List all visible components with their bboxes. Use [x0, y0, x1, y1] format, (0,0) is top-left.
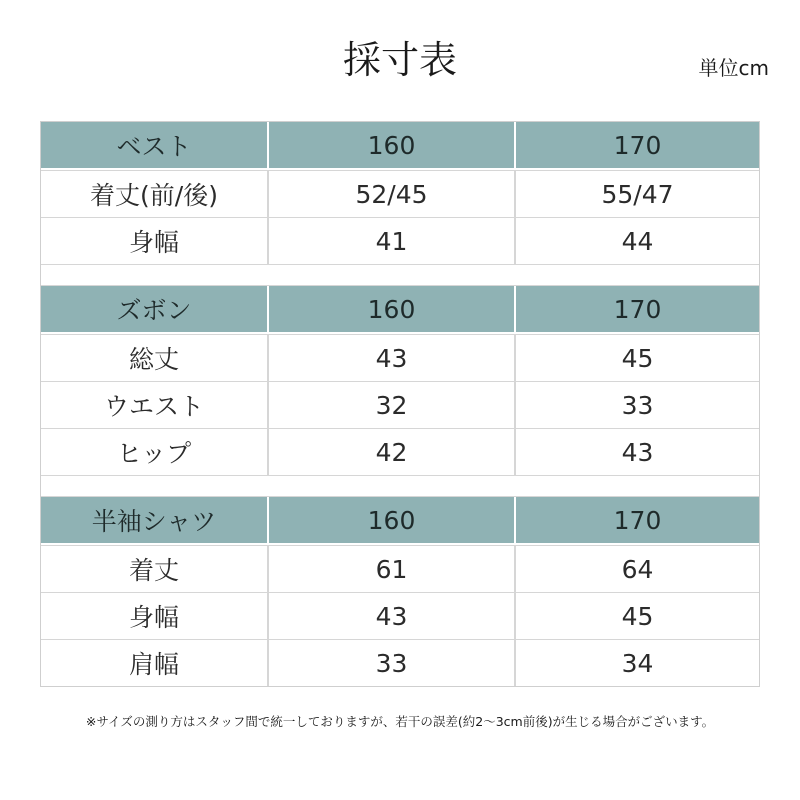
table-row [41, 428, 759, 475]
value-170: 44 [514, 218, 759, 264]
table-row [41, 545, 759, 592]
header-size-160: 160 [267, 122, 514, 168]
header-item-name: ズボン [116, 296, 192, 325]
value-160: 32 [267, 382, 514, 428]
table-header-row [41, 286, 759, 334]
value-170: 45 [514, 335, 759, 381]
row-label: 着丈(前/後) [90, 181, 218, 210]
page-title: 採寸表 [342, 38, 457, 82]
value-160: 52/45 [267, 171, 514, 217]
row-label: 身幅 [128, 228, 179, 257]
value-160: 33 [267, 640, 514, 686]
header-size-170: 170 [514, 122, 759, 168]
row-label: 身幅 [128, 603, 179, 632]
table-row [41, 381, 759, 428]
value-160: 41 [267, 218, 514, 264]
table-row [41, 334, 759, 381]
table-row [41, 639, 759, 686]
header-size-160: 160 [267, 286, 514, 332]
value-160: 61 [267, 546, 514, 592]
value-170: 64 [514, 546, 759, 592]
header-size-170: 170 [514, 497, 759, 543]
header-item-name: 半袖シャツ [91, 507, 217, 536]
value-170: 43 [514, 429, 759, 475]
value-170: 45 [514, 593, 759, 639]
value-160: 43 [267, 593, 514, 639]
size-table [40, 121, 760, 687]
row-label: ウエスト [103, 392, 204, 421]
table-header-row [41, 497, 759, 545]
section-divider [41, 475, 759, 497]
header-item-name: ベスト [116, 132, 192, 161]
section-pants [41, 286, 759, 475]
row-label: 着丈 [128, 556, 179, 585]
value-170: 55/47 [514, 171, 759, 217]
value-160: 42 [267, 429, 514, 475]
header-size-160: 160 [267, 497, 514, 543]
table-row [41, 170, 759, 217]
header-size-170: 170 [514, 286, 759, 332]
table-header-row [41, 122, 759, 170]
value-170: 33 [514, 382, 759, 428]
section-divider [41, 264, 759, 286]
table-row [41, 217, 759, 264]
row-label: ヒップ [116, 439, 192, 468]
section-shirt [41, 497, 759, 686]
section-vest [41, 122, 759, 264]
unit-label: 単位cm [698, 56, 769, 80]
value-170: 34 [514, 640, 759, 686]
table-row [41, 592, 759, 639]
footnote: ※サイズの測り方はスタッフ間で統一しておりますが、若干の誤差(約2～3cm前後)が生じる場合がございます。 [85, 714, 715, 729]
row-label: 肩幅 [128, 650, 179, 679]
row-label: 総丈 [128, 345, 179, 374]
value-160: 43 [267, 335, 514, 381]
